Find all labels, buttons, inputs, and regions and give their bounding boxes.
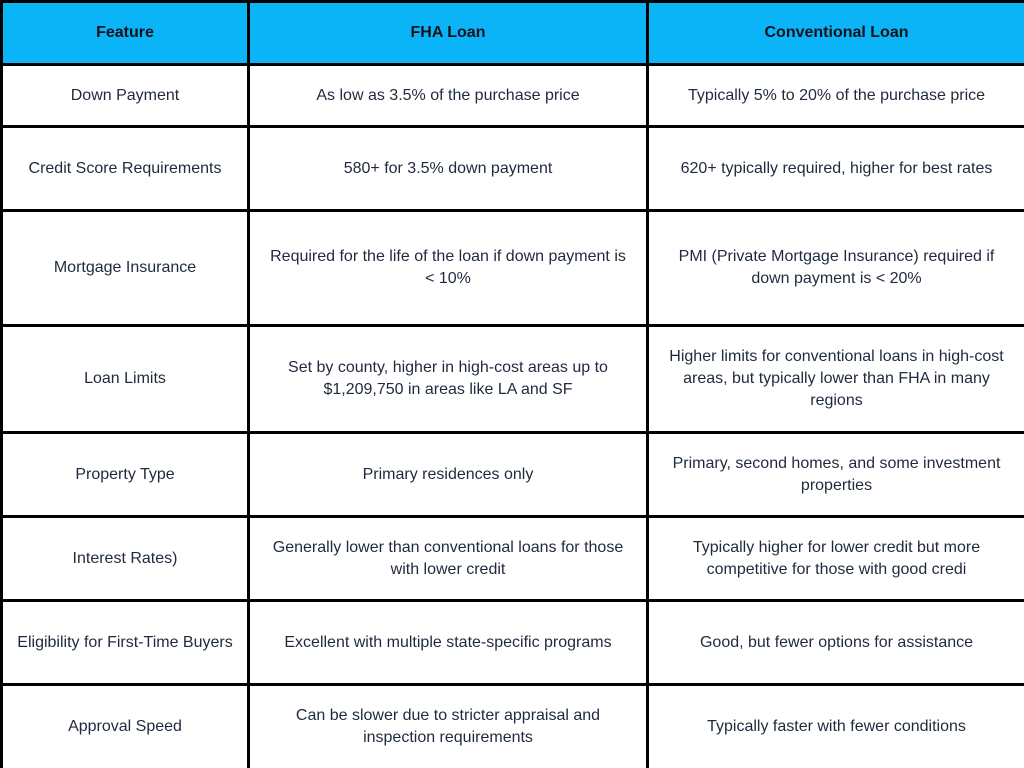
- table-row: [2, 601, 1024, 685]
- fha-cell: Excellent with multiple state-specific programs: [249, 601, 648, 685]
- fha-cell: Set by county, higher in high-cost areas up to $1,209,750 in areas like LA and SF: [249, 326, 648, 433]
- fha-cell: As low as 3.5% of the purchase price: [249, 65, 648, 127]
- feature-cell: Eligibility for First-Time Buyers: [2, 601, 249, 685]
- table-header-row: [2, 2, 1024, 65]
- table-row: [2, 433, 1024, 517]
- conventional-cell: Good, but fewer options for assistance: [648, 601, 1024, 685]
- feature-cell: Loan Limits: [2, 326, 249, 433]
- feature-cell: Credit Score Requirements: [2, 127, 249, 211]
- feature-cell: Approval Speed: [2, 685, 249, 768]
- table-row: [2, 127, 1024, 211]
- feature-cell: Interest Rates): [2, 517, 249, 601]
- fha-cell: Primary residences only: [249, 433, 648, 517]
- feature-cell: Down Payment: [2, 65, 249, 127]
- fha-cell: Generally lower than conventional loans for those with lower credit: [249, 517, 648, 601]
- conventional-cell: Higher limits for conventional loans in high-cost areas, but typically lower than FHA in many regions: [648, 326, 1024, 433]
- conventional-cell: Typically higher for lower credit but more competitive for those with good credi: [648, 517, 1024, 601]
- table-row: [2, 326, 1024, 433]
- fha-cell: 580+ for 3.5% down payment: [249, 127, 648, 211]
- conventional-cell: PMI (Private Mortgage Insurance) required if down payment is < 20%: [648, 211, 1024, 326]
- fha-cell: Can be slower due to stricter appraisal and inspection requirements: [249, 685, 648, 768]
- fha-cell: Required for the life of the loan if down payment is < 10%: [249, 211, 648, 326]
- conventional-cell: 620+ typically required, higher for best rates: [648, 127, 1024, 211]
- header-conventional-loan: Conventional Loan: [648, 2, 1024, 65]
- feature-cell: Mortgage Insurance: [2, 211, 249, 326]
- table-row: [2, 685, 1024, 768]
- conventional-cell: Primary, second homes, and some investment properties: [648, 433, 1024, 517]
- feature-cell: Property Type: [2, 433, 249, 517]
- table-row: [2, 65, 1024, 127]
- conventional-cell: Typically faster with fewer conditions: [648, 685, 1024, 768]
- header-feature: Feature: [2, 2, 249, 65]
- table-row: [2, 211, 1024, 326]
- table-row: [2, 517, 1024, 601]
- header-fha-loan: FHA Loan: [249, 2, 648, 65]
- conventional-cell: Typically 5% to 20% of the purchase price: [648, 65, 1024, 127]
